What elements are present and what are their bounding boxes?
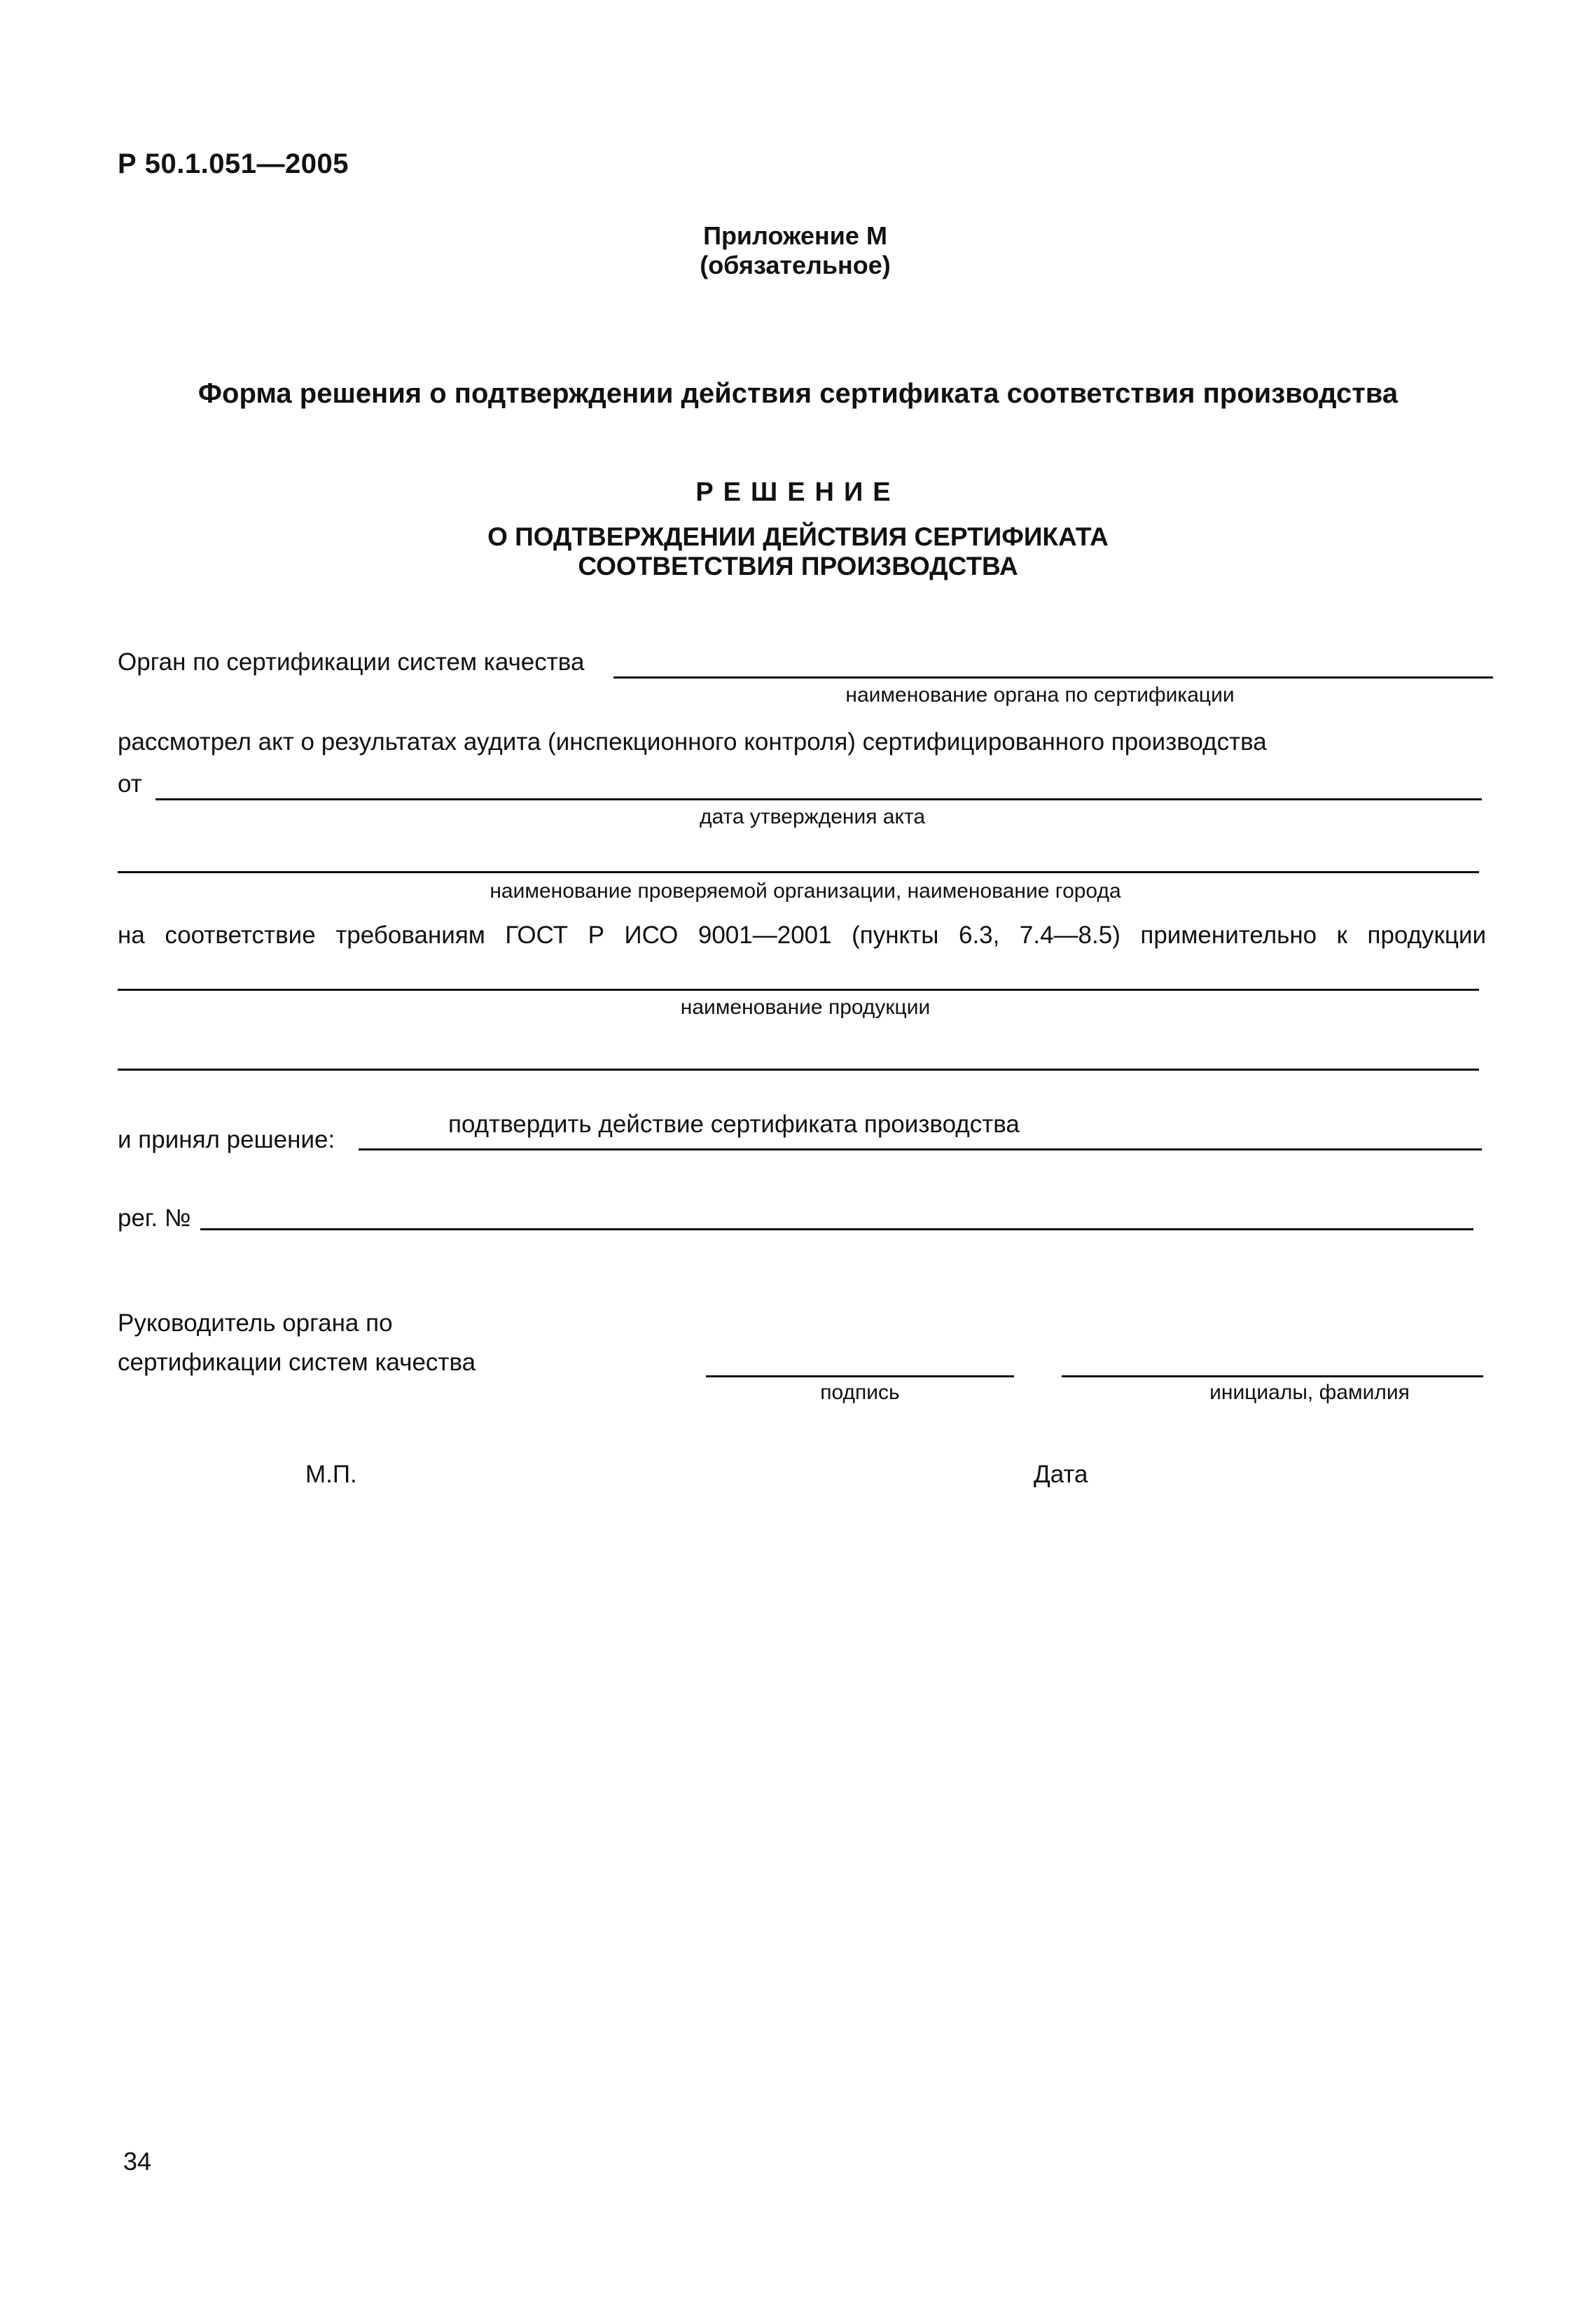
reg-number-field[interactable] xyxy=(200,1228,1473,1230)
decision-subtitle-line1: О ПОДТВЕРЖДЕНИИ ДЕЙСТВИЯ СЕРТИФИКАТА xyxy=(487,522,1109,551)
compliance-word: применительно xyxy=(1140,922,1317,949)
head-title-line1: Руководитель органа по xyxy=(118,1309,393,1337)
stamp-label: М.П. xyxy=(305,1461,357,1488)
compliance-word: (пункты xyxy=(852,922,939,949)
decision-value: подтвердить действие сертификата производства xyxy=(448,1111,1020,1138)
compliance-word: Р xyxy=(588,922,604,949)
name-field[interactable] xyxy=(1062,1375,1483,1377)
form-title: Форма решения о подтверждении действия сертификата соответствия производства xyxy=(197,378,1399,409)
cert-body-caption: наименование органа по сертификации xyxy=(845,683,1235,707)
compliance-word: 7.4—8.5) xyxy=(1019,922,1120,949)
cert-body-label: Орган по сертификации систем качества xyxy=(118,648,585,676)
product-field-line2[interactable] xyxy=(118,1069,1479,1071)
product-field[interactable] xyxy=(118,989,1479,991)
cert-body-field[interactable] xyxy=(613,676,1493,679)
compliance-word: продукции xyxy=(1367,922,1486,949)
decision-subtitle xyxy=(0,522,1596,581)
document-code: Р 50.1.051—2005 xyxy=(118,148,349,179)
page-number: 34 xyxy=(123,2147,152,2176)
reg-number-label: рег. № xyxy=(118,1204,191,1232)
decision-subtitle-line2: СООТВЕТСТВИЯ ПРОИЗВОДСТВА xyxy=(578,552,1018,581)
name-caption: инициалы, фамилия xyxy=(1209,1381,1410,1404)
act-date-caption: дата утверждения акта xyxy=(699,805,926,828)
compliance-word: 6.3, xyxy=(958,922,1000,949)
decision-field[interactable] xyxy=(359,1148,1482,1150)
compliance-statement xyxy=(118,922,1486,950)
signature-field[interactable] xyxy=(706,1375,1014,1377)
compliance-word: к xyxy=(1336,922,1347,949)
appendix-heading xyxy=(0,221,1596,280)
reviewed-text: рассмотрел акт о результатах аудита (инспекционного контроля) сертифицированного производства xyxy=(118,728,1267,756)
compliance-word: ГОСТ xyxy=(505,922,569,949)
decision-heading: РЕШЕНИЕ xyxy=(695,478,901,507)
product-caption: наименование продукции xyxy=(680,996,931,1019)
appendix-status: (обязательное) xyxy=(700,251,891,279)
organization-field[interactable] xyxy=(118,871,1479,873)
appendix-title: Приложение М xyxy=(703,221,887,250)
compliance-word: требованиям xyxy=(335,922,485,949)
act-date-field[interactable] xyxy=(155,798,1482,800)
from-label: от xyxy=(118,770,142,798)
date-label: Дата xyxy=(1034,1461,1088,1488)
compliance-word: ИСО xyxy=(624,922,679,949)
compliance-word: 9001—2001 xyxy=(698,922,832,949)
compliance-word: на xyxy=(118,922,145,949)
organization-caption: наименование проверяемой организации, наименование города xyxy=(490,880,1121,903)
decision-label: и принял решение: xyxy=(118,1126,335,1153)
compliance-word: соответствие xyxy=(165,922,316,949)
head-title-line2: сертификации систем качества xyxy=(118,1349,476,1376)
signature-caption: подпись xyxy=(820,1381,900,1404)
